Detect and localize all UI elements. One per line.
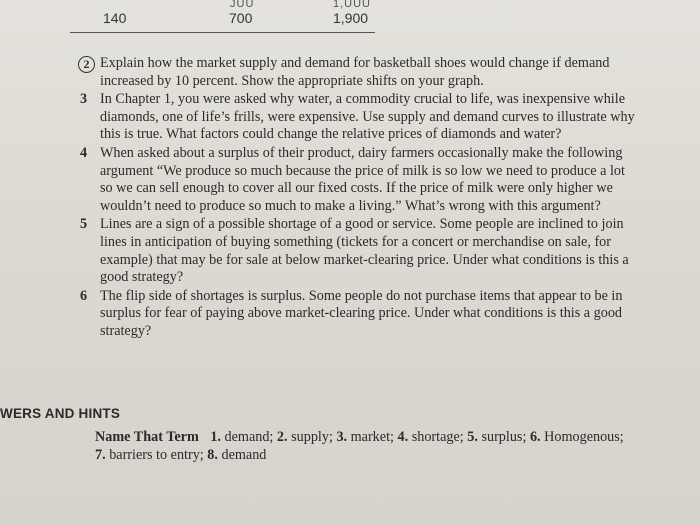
- answer-number: 3.: [336, 429, 348, 445]
- answer-number: 6.: [529, 429, 541, 445]
- question-item: [80, 145, 640, 215]
- question-text: In Chapter 1, you were asked why water, a commodity crucial to life, was inexpensive while diamonds, one of life’s frills, were expensive. Use supply and demand curves to illustrate why this is true. What factors could change the relative prices of diamonds and water?: [100, 91, 635, 143]
- question-number: 5: [80, 216, 88, 233]
- answer-term: shortage;: [411, 429, 464, 445]
- answer-term: Homogenous;: [544, 429, 624, 445]
- question-text: Explain how the market supply and demand for basketball shoes would change if demand increased by 10 percent. Show the appropriate shifts on your graph.: [100, 55, 610, 89]
- answer-number: 7.: [95, 447, 106, 463]
- question-item: [80, 91, 640, 144]
- question-text: When asked about a surplus of their product, dairy farmers occasionally make the following argument “We produce so much because the price of milk is so low we need to produce a lot so we can sell enough to cover all our fixed costs. If the price of milk were only higher we wouldn’t need to produce so much to make a living.” What’s wrong with this argument?: [100, 144, 625, 214]
- question-number: 4: [80, 144, 88, 161]
- question-item: [80, 288, 640, 341]
- question-text: The flip side of shortages is surplus. Some people do not purchase items that appear to be in surplus for fear of paying above market-clearing price. Under what conditions is this a good strategy?: [100, 287, 623, 339]
- answers-lead: Name That Term: [95, 429, 199, 445]
- question-item: [80, 55, 640, 90]
- answer-number: 5.: [467, 429, 478, 445]
- section-heading: WERS AND HINTS: [0, 406, 121, 421]
- answer-number: 8.: [207, 447, 218, 463]
- table-cell-partial: JUU: [230, 0, 255, 10]
- answer-term: surplus;: [481, 429, 527, 445]
- table-cell: 1,900: [333, 10, 369, 26]
- answer-number: 4.: [397, 429, 409, 445]
- table-cell-partial: 1,UUU: [333, 0, 372, 10]
- question-list: [80, 55, 640, 342]
- circled-question-number: 2: [78, 56, 95, 73]
- answer-term: market;: [350, 429, 394, 445]
- answer-number: 2.: [276, 429, 288, 445]
- question-number: 6: [80, 287, 88, 304]
- question-item: [80, 216, 640, 286]
- question-text: Lines are a sign of a possible shortage of a good or service. Some people are inclined to join lines in anticipation of buying something (tickets for a concert or merchandise on sale, for example) that may be for sale at below market-clearing price. Under what conditions is this a good strategy?: [100, 216, 629, 286]
- answer-term: demand;: [224, 429, 274, 445]
- answer-term: demand: [221, 447, 267, 463]
- answer-term: barriers to entry;: [109, 447, 204, 463]
- table-bottom-rule: [70, 32, 375, 33]
- answer-number: 1.: [210, 429, 221, 445]
- table-cell: 700: [229, 10, 253, 26]
- answer-term: supply;: [291, 429, 333, 445]
- table-cell: 140: [103, 10, 127, 26]
- table-row: [0, 0, 700, 28]
- answers-paragraph: [95, 428, 635, 464]
- question-number: 3: [80, 91, 88, 108]
